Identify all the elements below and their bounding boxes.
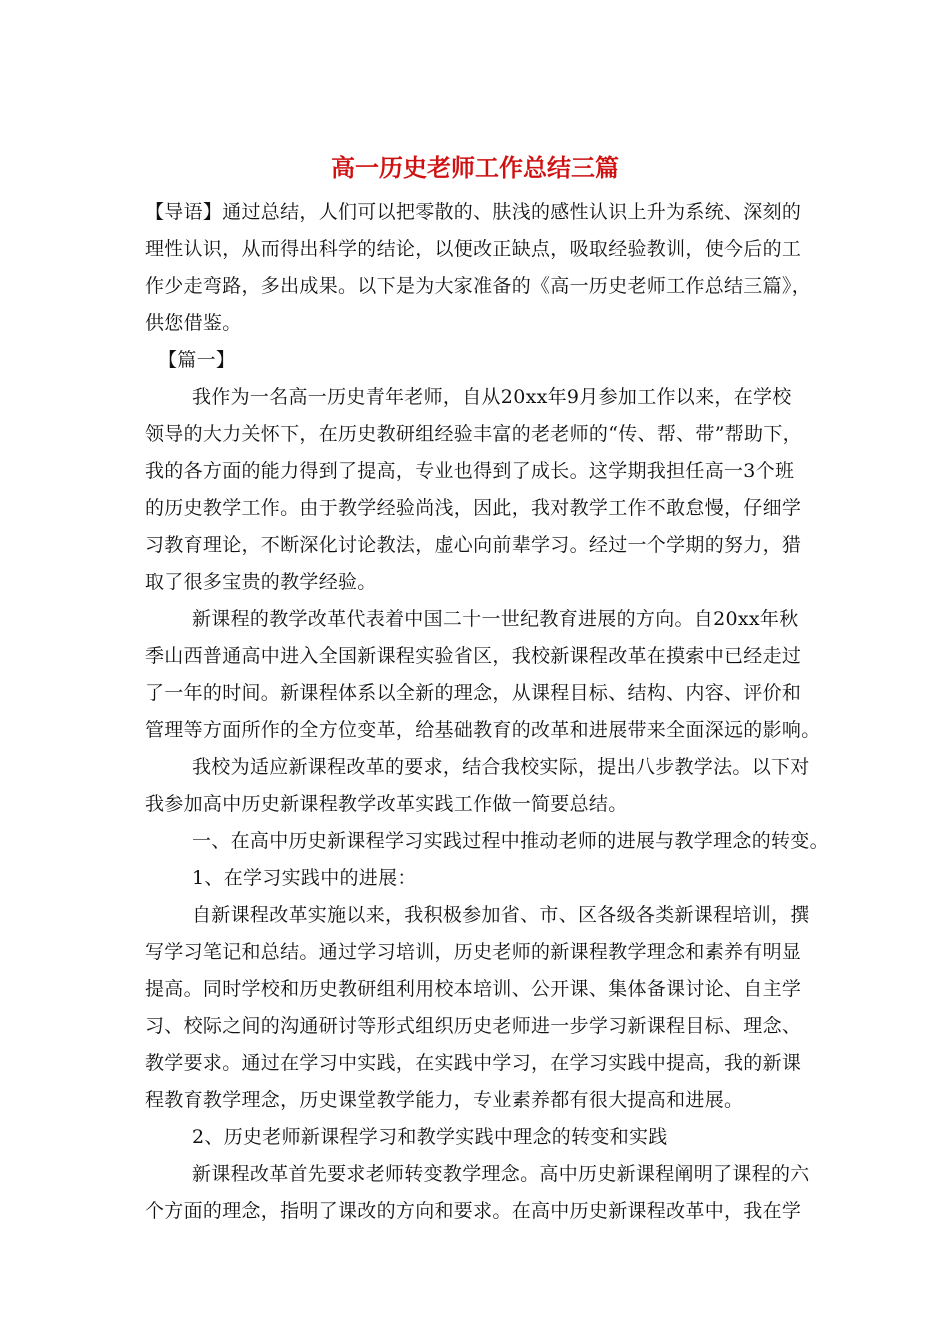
paragraph-line: 自新课程改革实施以来，我积极参加省、市、区各级各类新课程培训，撰 [192,904,810,926]
paragraph-line: 习、校际之间的沟通研讨等形式组织历史老师进一步学习新课程目标、理念、 [145,1015,802,1037]
paragraph-line: 的历史教学工作。由于教学经验尚浅，因此，我对教学工作不敢怠慢，仔细学 [145,497,802,519]
paragraph-line: 我校为适应新课程改革的要求，结合我校实际，提出八步教学法。以下对 [192,756,810,778]
subheading-line: 2、历史老师新课程学习和教学实践中理念的转变和实践 [192,1126,668,1148]
document-title: 高一历史老师工作总结三篇 [331,153,619,182]
subheading-line: 1、在学习实践中的进展： [192,867,417,889]
paragraph-line: 教学要求。通过在学习中实践，在实践中学习，在学习实践中提高，我的新课 [145,1052,802,1074]
intro-line: 作少走弯路，多出成果。以下是为大家准备的《高一历史老师工作总结三篇》， [145,275,812,297]
paragraph-line: 提高。同时学校和历史教研组利用校本培训、公开课、集体备课讨论、自主学 [145,978,802,1000]
paragraph-line: 习教育理论，不断深化讨论教法，虚心向前辈学习。经过一个学期的努力，猎 [145,534,802,556]
paragraph-line: 了一年的时间。新课程体系以全新的理念，从课程目标、结构、内容、评价和 [145,682,802,704]
paragraph-line: 我作为一名高一历史青年老师，自从20xx年9月参加工作以来，在学校 [192,386,792,408]
paragraph-line: 程教育教学理念，历史课堂教学能力，专业素养都有很大提高和进展。 [145,1089,744,1111]
subheading-line: 一、在高中历史新课程学习实践过程中推动老师的进展与教学理念的转变。 [192,830,829,852]
intro-line: 供您借鉴。 [145,312,242,334]
paragraph-line: 领导的大力关怀下，在历史教研组经验丰富的老老师的“传、帮、带”帮助下， [145,423,802,445]
section-heading: 【篇一】 [158,349,236,371]
paragraph-line: 新课程的教学改革代表着中国二十一世纪教育进展的方向。自20xx年秋 [192,608,799,630]
paragraph-line: 我的各方面的能力得到了提高，专业也得到了成长。这学期我担任高一3个班 [145,460,795,482]
paragraph-line: 取了很多宝贵的教学经验。 [145,571,377,593]
paragraph-line: 个方面的理念，指明了课改的方向和要求。在高中历史新课程改革中，我在学 [145,1200,802,1222]
intro-line: 【导语】通过总结，人们可以把零散的、肤浅的感性认识上升为系统、深刻的 [145,201,802,223]
paragraph-line: 管理等方面所作的全方位变革，给基础教育的改革和进展带来全面深远的影响。 [145,719,821,741]
paragraph-line: 季山西普通高中进入全国新课程实验省区，我校新课程改革在摸索中已经走过 [145,645,802,667]
paragraph-line: 新课程改革首先要求老师转变教学理念。高中历史新课程阐明了课程的六 [192,1163,810,1185]
intro-line: 理性认识，从而得出科学的结论，以便改正缺点，吸取经验教训，使今后的工 [145,238,802,260]
paragraph-line: 我参加高中历史新课程教学改革实践工作做一简要总结。 [145,793,628,815]
paragraph-line: 写学习笔记和总结。通过学习培训，历史老师的新课程教学理念和素养有明显 [145,941,802,963]
